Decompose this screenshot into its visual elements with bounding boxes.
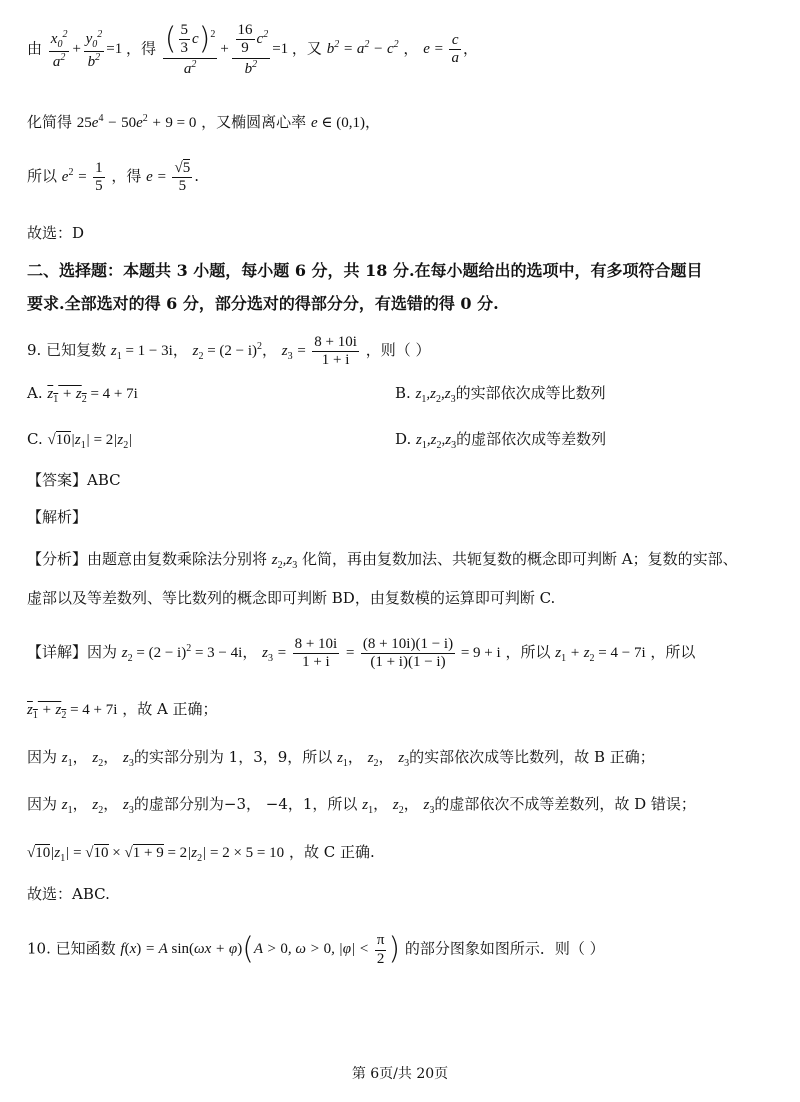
q9-fenxi-2: 虚部以及等差数列、等比数列的概念即可判断 BD，由复数模的运算即可判断 C. — [27, 589, 556, 607]
substituted-eq: ( $\frac{5}{3}$ c)$^2$ $a^2$ + $\frac{16}{9}$ $c^2$ $b^2$ =1 — [164, 21, 289, 77]
q9-option-c: C. $√10|z_1| = 2|z_2|$ — [27, 430, 133, 451]
simplified-eq: $25e^4 - 50e^2 + 9 = 0$ — [76, 113, 197, 131]
q9-detail-c: $√10|z_1| = √10 \times √1 + 9 = 2|z_2| = 2 \times 5 = 10$ ，故 C 正确. — [27, 843, 375, 864]
relation-eq: $b^2 = a^2 - c^2$ — [326, 39, 399, 58]
section2-heading-1: 二、选择题：本题共 3 小题，每小题 6 分，共 18 分.在每小题给出的选项中，有多项符合题目 — [27, 261, 703, 280]
q9-detail-a: $z_1 + z_2 = 4 + 7i$ ，故 A 正确； — [27, 700, 218, 721]
sol8-line1: 由 $\frac{x_0^2}{a^2}$ + $\frac{y_0^2}{b^2}$ =1 ，得 ( $\frac{5}{3}$ c)$^2$ $a^2$ + $\frac{16}{9}$ $c^2$ $b^2$ =1 ，又 $b^2 = a^2 - c^2$ ， e = $\frac{c}{a}$ ， — [27, 21, 478, 77]
q9-analysis-label: 【解析】 — [27, 508, 88, 526]
q10-stem: 10. 已知函数 f(x) = A sin(ωx + φ)(A > 0, ω > 0, |φ| < $\frac{\pi}{2}$ ) 的部分图象如图所示．则（ ） — [27, 932, 605, 967]
q9-detail-1: 【详解】因为 $z_2 = (2 - i)^2 = 3 - 4i$， $z_3$ = $\frac{8 + 10i}{1 + i}$ = $\frac{(8 + 10i)(1 - i)}{(1 + i)(1 - i)}$ = 9 + i ，所以 $z_1 + z_2 = 4 - 7i$ ，所以 — [27, 636, 696, 671]
q9-detail-d: 因为 $z_1$， $z_2$， $z_3$的虚部分别为−3， −4，1，所以 $z_1$， $z_2$， $z_3$的虚部依次不成等差数列，故 D 错误； — [27, 795, 696, 816]
q9-answer: 【答案】ABC — [27, 471, 121, 489]
page-footer: 第 6页/共 20页 — [351, 1066, 449, 1082]
q9-final: 故选：ABC. — [27, 885, 110, 903]
e-squared: $e^2$ = $\frac{1}{5}$ — [61, 160, 103, 195]
q9-option-a: A. $z_1 + z_2 = 4 + 7i$ — [27, 384, 138, 405]
section2-heading-2: 要求.全部选对的得 6 分，部分选对的得部分分，有选错的得 0 分. — [27, 294, 499, 313]
q9-fenxi-1: 【分析】由题意由复数乘除法分别将 $z_2,z_3$ 化简，再由复数加法、共轭复数的概念即可判断 A；复数的实部、 — [27, 550, 738, 571]
e-value: e = $\frac{√5}{5}$ — [146, 160, 191, 195]
sol8-line2: 化简得 $25e^4 - 50e^2 + 9 = 0$ ，又椭圆离心率 e ∈ (0,1)， — [27, 113, 380, 131]
q9-detail-b: 因为 $z_1$， $z_2$， $z_3$的实部分别为 1，3，9，所以 $z_1$， $z_2$， $z_3$的实部依次成等比数列，故 B 正确； — [27, 748, 655, 769]
eccentricity-def: e = $\frac{c}{a}$ — [423, 32, 459, 67]
q9-option-d: D. $z_1,z_2,z_3$的虚部依次成等差数列 — [395, 430, 607, 451]
e-range: e ∈ (0,1) — [310, 115, 365, 131]
sol8-answer: 故选：D — [27, 224, 85, 242]
sol8-line3: 所以 $e^2$ = $\frac{1}{5}$ ，得 e = $\frac{√5}{5}$ . — [27, 160, 199, 195]
ellipse-eq: $\frac{x_0^2}{a^2}$ + $\frac{y_0^2}{b^2}$ =1 — [50, 29, 123, 70]
q9-stem: 9. 已知复数 $z_1 = 1 - 3i$， $z_2 = (2 - i)^2$， $z_3$ = $\frac{8 + 10i}{1 + i}$ ，则（ ） — [27, 334, 431, 369]
q9-option-b: B. $z_1,z_2,z_3$的实部依次成等比数列 — [395, 384, 606, 405]
